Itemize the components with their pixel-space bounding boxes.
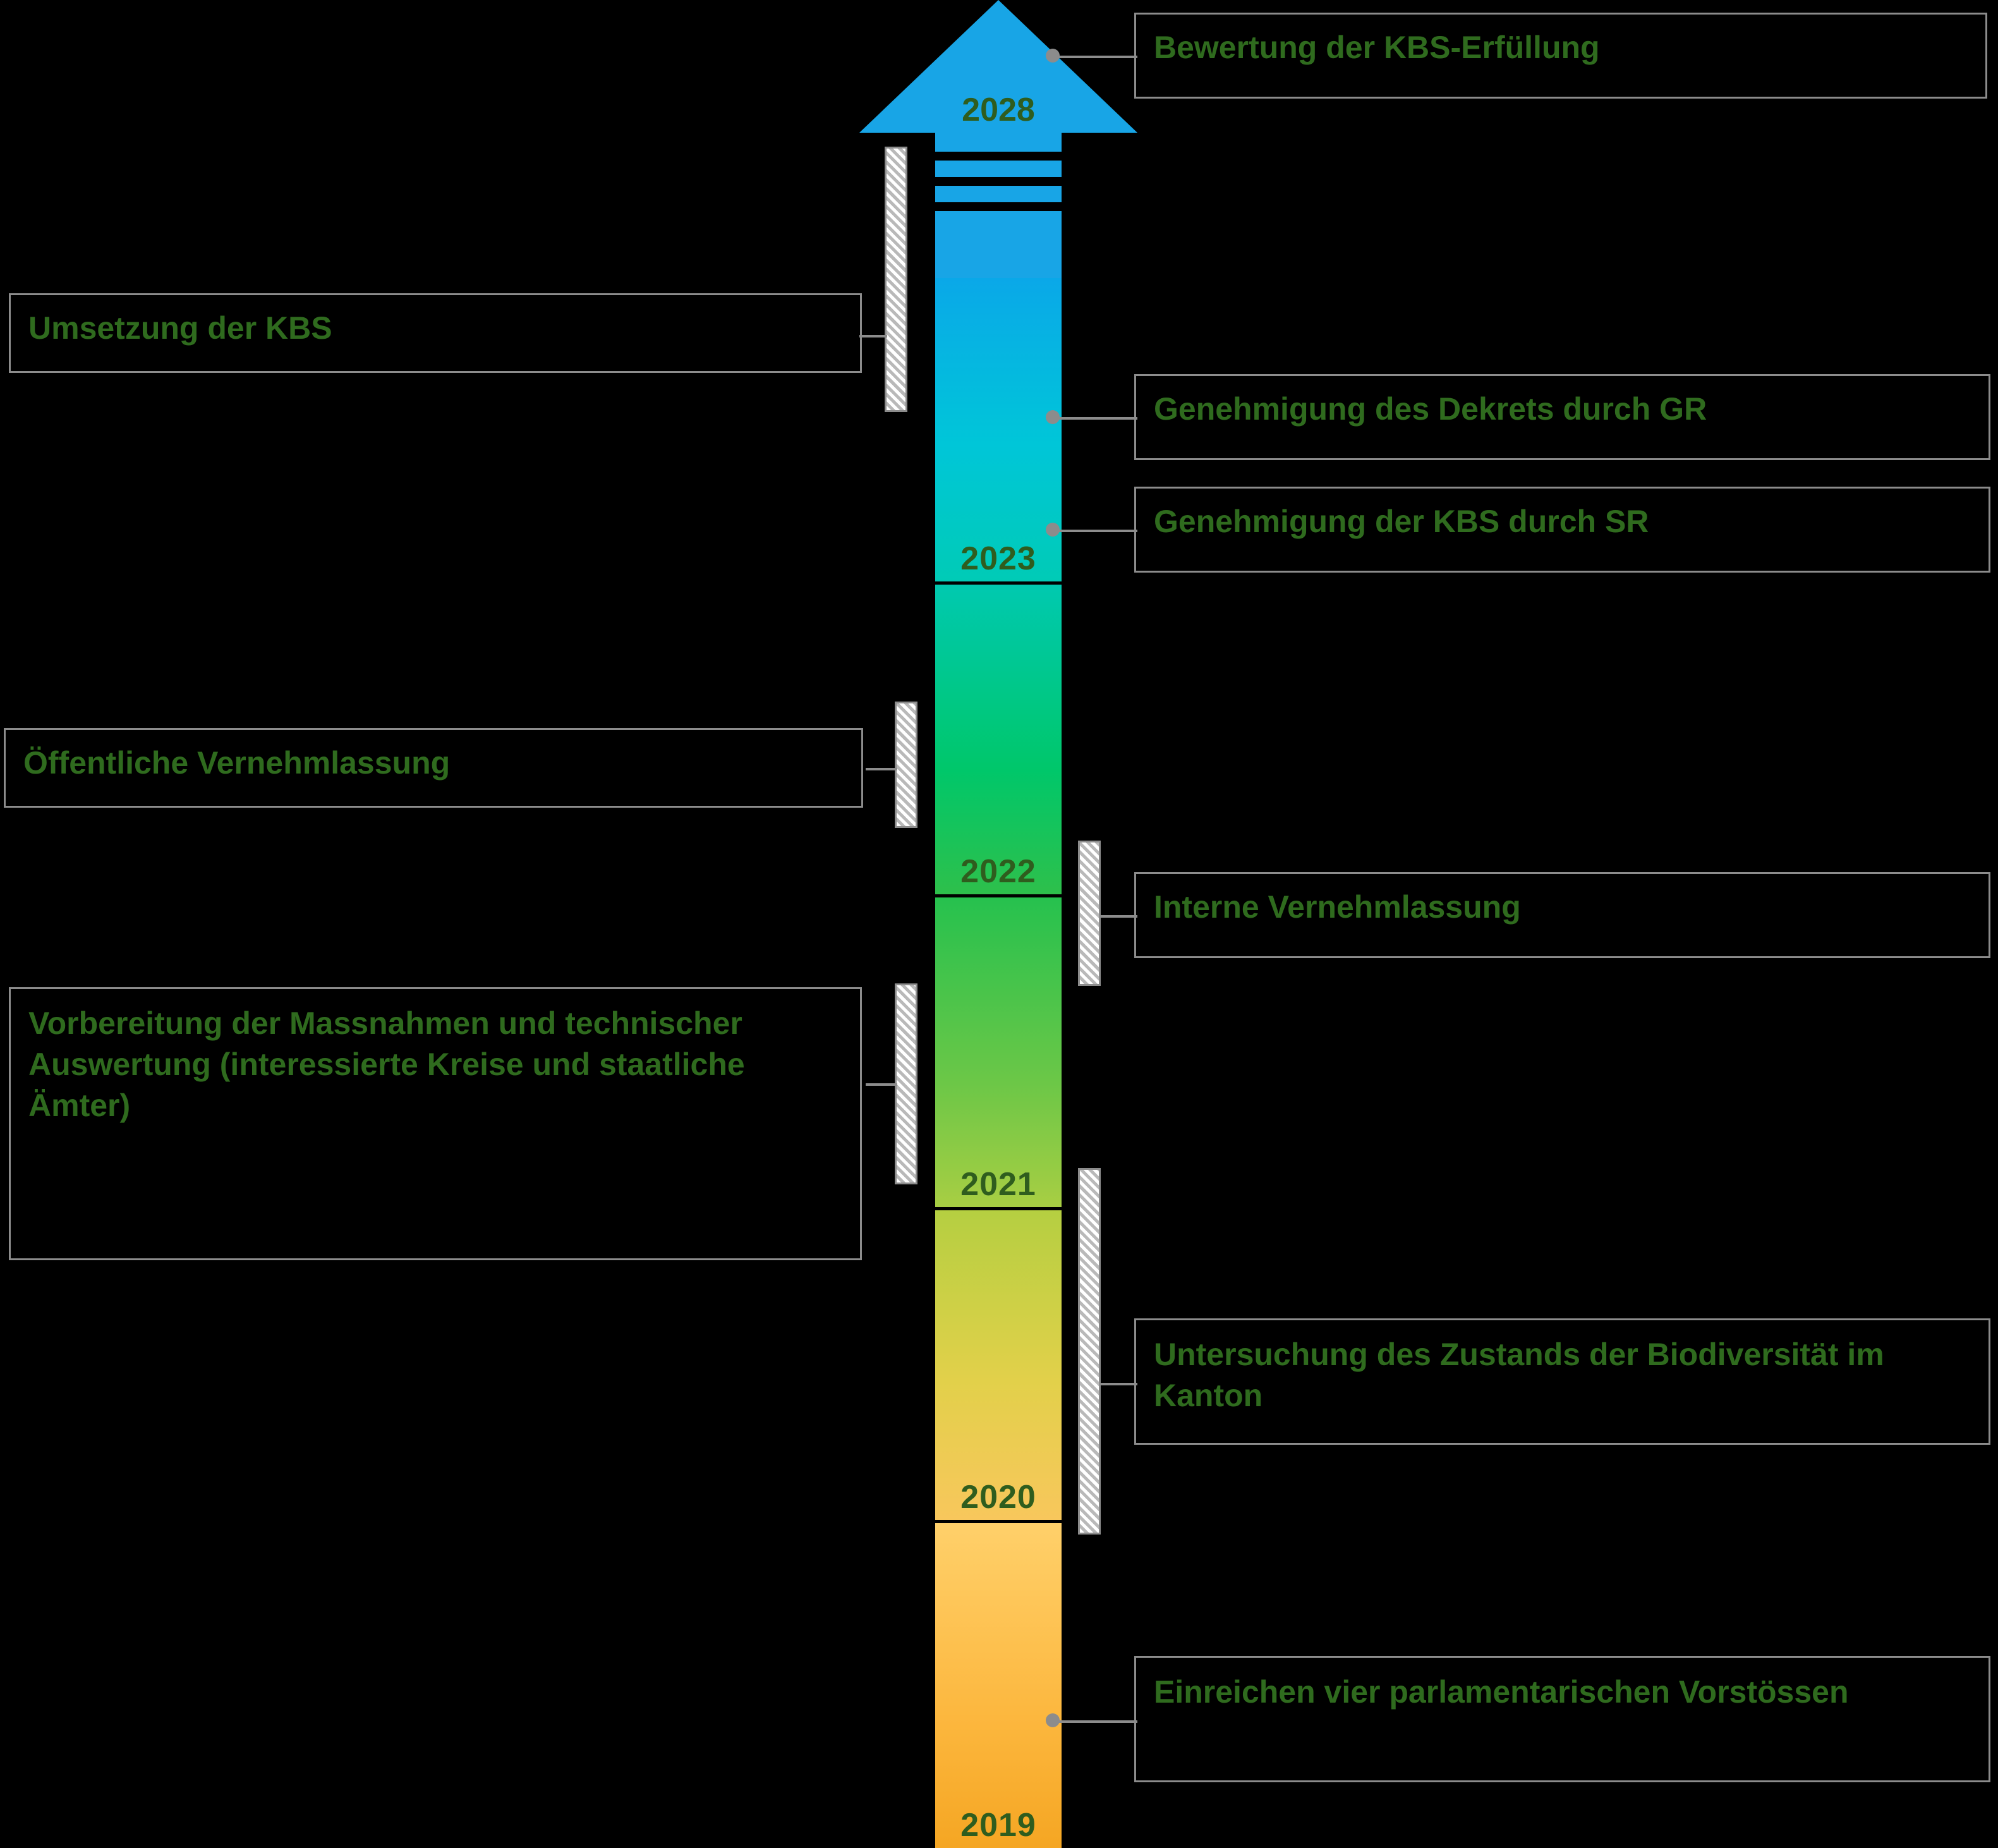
timeline-segment-dashed [935,133,1062,278]
connector-untersuchung [1101,1383,1137,1385]
bracket-interne-vernehmlassung [1078,841,1101,986]
label-bewertung: Bewertung der KBS-Erfüllung [1134,13,1987,99]
label-umsetzung: Umsetzung der KBS [9,293,862,373]
label-genehmigung-dekret: Genehmigung des Dekrets durch GR [1134,374,1990,460]
label-oeffentliche-vernehmlassung: Öffentliche Vernehmlassung [4,728,863,808]
bracket-untersuchung [1078,1168,1101,1535]
label-untersuchung: Untersuchung des Zustands der Biodiversität im Kanton [1134,1318,1990,1445]
marker-dot-genehmigung-dekret [1046,410,1060,424]
marker-dot-genehmigung-kbs [1046,523,1060,537]
year-label-2020: 2020 [960,1479,1036,1516]
connector-genehmigung-dekret [1055,417,1137,420]
marker-dot-einreichen [1046,1713,1060,1727]
year-label-2028: 2028 [962,92,1035,128]
timeline-arrowhead-2028 [859,0,1137,133]
bracket-vorbereitung [895,983,917,1184]
label-einreichen: Einreichen vier parlamentarischen Vorstössen [1134,1656,1990,1782]
label-genehmigung-kbs: Genehmigung der KBS durch SR [1134,487,1990,573]
bracket-umsetzung [885,147,907,412]
connector-vorbereitung [866,1083,897,1086]
bracket-oeffentliche-vernehmlassung [895,702,917,828]
timeline-segment-2023 [935,278,1062,581]
connector-einreichen [1055,1720,1137,1723]
timeline-segment-2021 [935,897,1062,1207]
label-vorbereitung: Vorbereitung der Massnahmen und technischer Auswertung (interessierte Kreise und staatliche Ämter) [9,987,862,1260]
timeline-axis [935,0,1062,1848]
year-label-2022: 2022 [960,853,1036,890]
year-label-2023: 2023 [960,540,1036,577]
connector-oeffentliche-vernehmlassung [866,768,897,770]
timeline-segment-2019 [935,1523,1062,1848]
label-interne-vernehmlassung: Interne Vernehmlassung [1134,872,1990,958]
marker-dot-bewertung [1046,49,1060,63]
connector-umsetzung [859,335,887,337]
timeline-segment-2020 [935,1210,1062,1520]
connector-bewertung [1055,56,1137,58]
connector-genehmigung-kbs [1055,530,1137,532]
timeline-segment-2022 [935,585,1062,894]
year-label-2019: 2019 [960,1807,1036,1844]
year-label-2021: 2021 [960,1166,1036,1203]
connector-interne-vernehmlassung [1101,915,1137,918]
